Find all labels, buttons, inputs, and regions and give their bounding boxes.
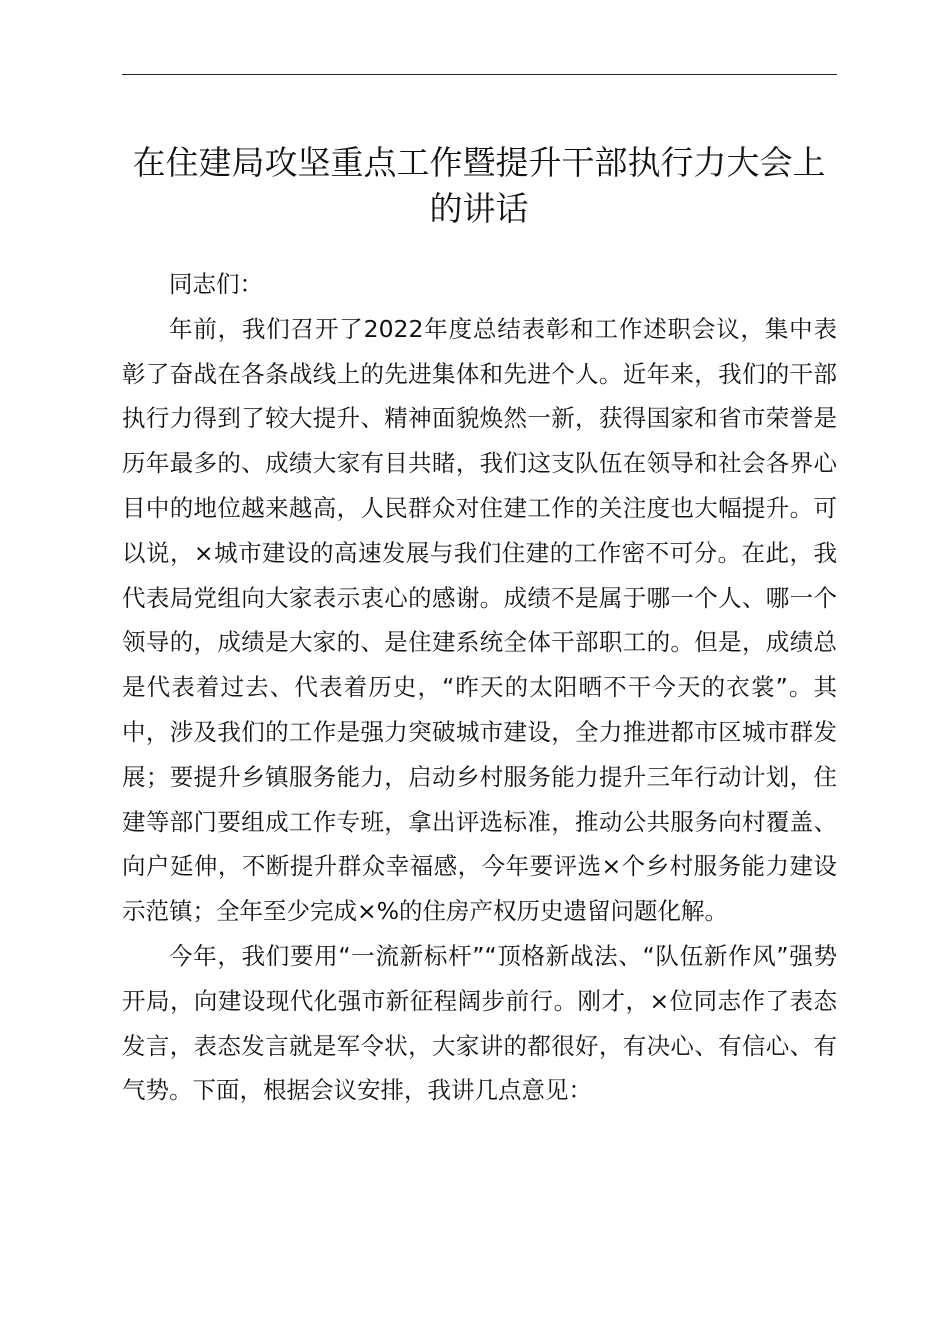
body-paragraph: 年前，我们召开了2022年度总结表彰和工作述职会议，集中表彰了奋战在各条战线上的先进集体和先进个人。近年来，我们的干部执行力得到了较大提升、精神面貌焕然一新，获得国家和省市荣誉是历年最多的、成绩大家有目共睹，我们这支队伍在领导和社会各界心目中的地位越来越高，人民群众对住建工作的关注度也大幅提升。可以说，×城市建设的高速发展与我们住建的工作密不可分。在此，我代表局党组向大家表示衷心的感谢。成绩不是属于哪一个人、哪一个领导的，成绩是大家的、是住建系统全体干部职工的。但是，成绩总是代表着过去、代表着历史，“昨天的太阳晒不干今天的衣裳”。其中，涉及我们的工作是强力突破城市建设，全力推进都市区城市群发展；要提升乡镇服务能力，启动乡村服务能力提升三年行动计划，住建等部门要组成工作专班，拿出评选标准，推动公共服务向村覆盖、向户延伸，不断提升群众幸福感，今年要评选×个乡村服务能力建设示范镇；全年至少完成×%的住房产权历史遗留问题化解。 bbox=[122, 314, 837, 926]
document-title: 在住建局攻坚重点工作暨提升干部执行力大会上的讲话 bbox=[132, 143, 826, 228]
header-rule bbox=[122, 74, 837, 75]
salutation: 同志们： bbox=[169, 270, 263, 298]
body-paragraph: 今年，我们要用“一流新标杆”“顶格新战法、“队伍新作风”强势开局，向建设现代化强市新征程阔步前行。刚才，×位同志作了表态发言，表态发言就是军令状，大家讲的都很好，有决心、有信心、有气势。下面，根据会议安排，我讲几点意见： bbox=[122, 941, 837, 1105]
document-body bbox=[122, 262, 837, 1113]
